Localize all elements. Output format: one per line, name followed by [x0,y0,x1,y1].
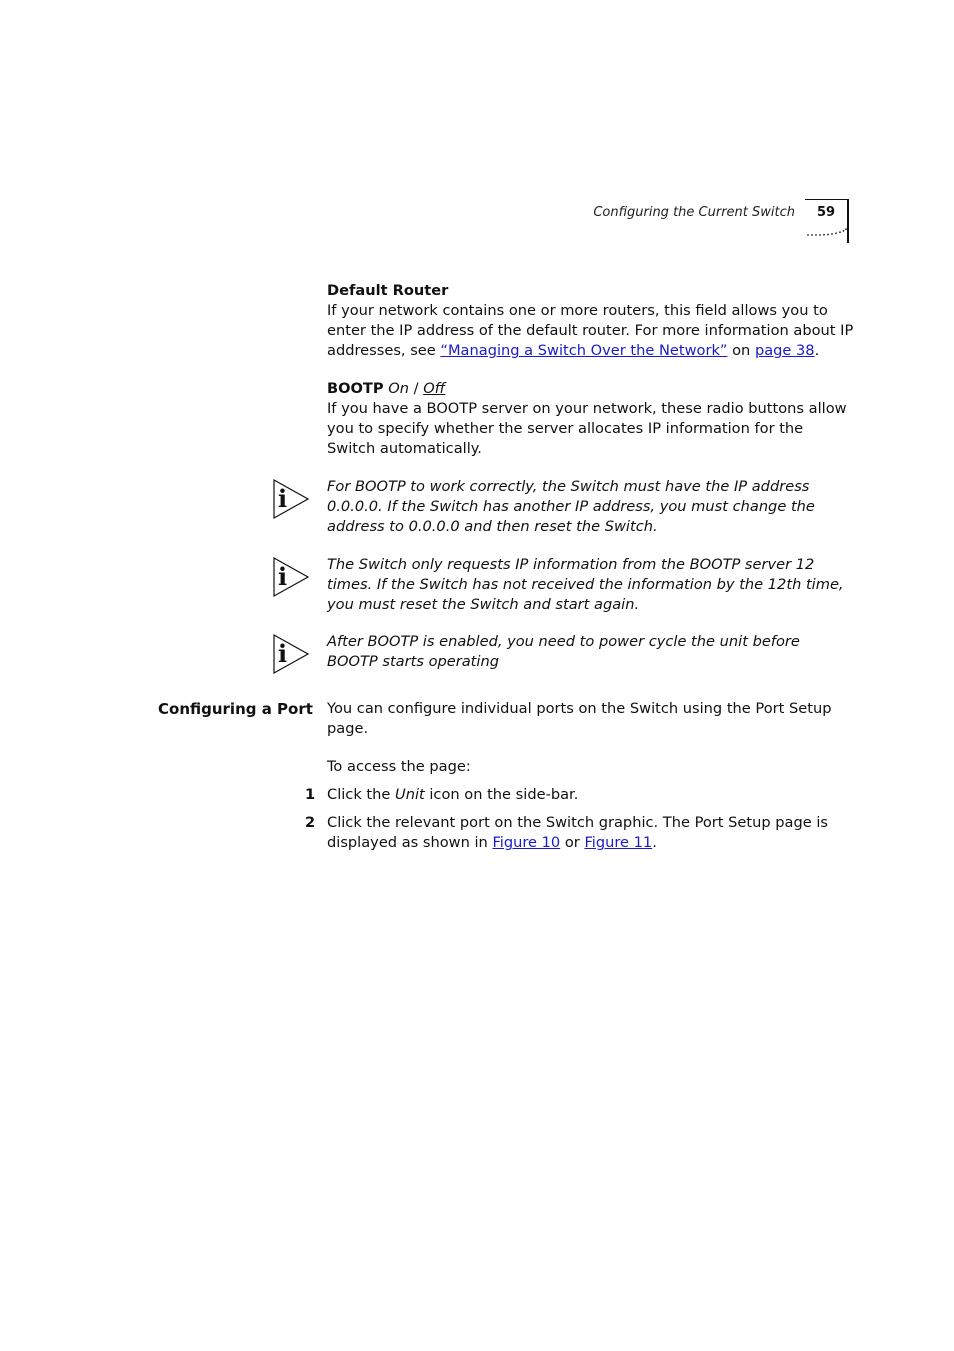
info-icon [272,556,310,598]
bootp-body: If you have a BOOTP server on your network, these radio buttons allow you to specify whether the server allocates IP information for the Switch automatically. [327,400,847,457]
note-text-1: For BOOTP to work correctly, the Switch must have the IP address 0.0.0.0. If the Switch has another IP address, you must change the address to 0.0.0.0 and then reset the Switch. [327,478,815,535]
bootp-option-on: On [388,380,409,397]
running-header-title: Configuring the Current Switch [593,205,795,220]
default-router-on-text: on [727,342,755,359]
default-router-text: If your network contains one or more routers, this field allows you to enter the IP address of the default router. For more information about IP addresses, see [327,302,854,359]
header-dotted-curve [806,228,848,238]
step-2-period: . [652,834,657,851]
bootp-heading: BOOTP [327,380,384,397]
page-38-link[interactable]: page 38 [754,342,815,359]
default-router-period: . [814,342,820,359]
step-number: 2 [305,814,316,831]
unit-term: Unit [395,786,425,803]
step-1-text [327,785,857,805]
bootp-slash: / [408,380,424,397]
bootp-option-off: Off [423,380,446,397]
step-2-text [327,813,832,853]
step-2-or: or [560,834,585,851]
configuring-port-heading: Configuring a Port [158,700,313,718]
note-text-3: After BOOTP is enabled, you need to power cycle the unit before BOOTP starts operating [327,633,800,670]
svg-text:i: i [278,639,288,668]
step-2-pre: Click the relevant port on the Switch graphic. The Port Setup page is displayed as shown in [327,814,829,851]
header-rule [805,199,849,200]
svg-text:i: i [278,484,288,513]
figure-11-link[interactable]: Figure 11 [584,834,653,851]
default-router-heading: Default Router [327,282,449,299]
step-1-post: icon on the side-bar. [424,786,579,803]
configuring-port-intro: You can configure individual ports on the Switch using the Port Setup page. [327,700,832,737]
page-number: 59 [816,205,836,220]
figure-10-link[interactable]: Figure 10 [492,834,561,851]
info-icon [272,633,310,675]
step-number: 1 [305,786,316,803]
default-router-body [327,301,857,361]
access-page-text: To access the page: [327,758,471,775]
step-1-pre: Click the [327,786,396,803]
bootp-heading-line [327,379,857,399]
note-text-2: The Switch only requests IP information from the BOOTP server 12 times. If the Switch has not received the information by the 12th time, you must reset the Switch and start again. [327,556,844,613]
info-icon [272,478,310,520]
svg-text:i: i [278,562,288,591]
managing-switch-link[interactable]: “Managing a Switch Over the Network” [440,342,728,359]
